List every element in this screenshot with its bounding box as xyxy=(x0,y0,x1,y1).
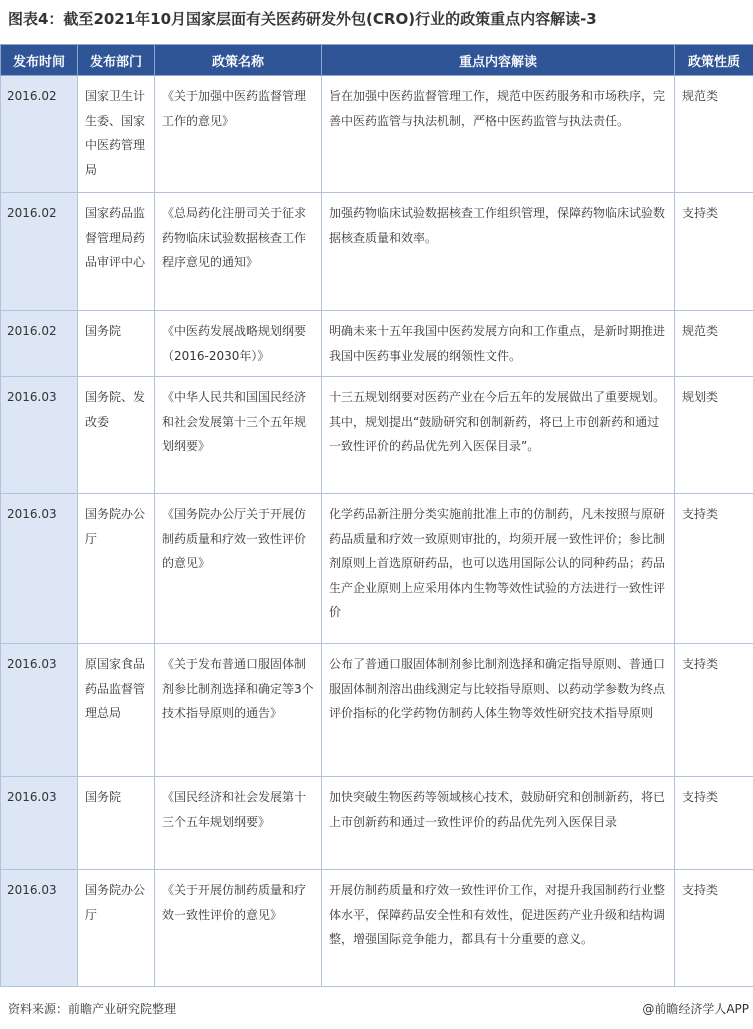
source-note: 资料来源：前瞻产业研究院整理 xyxy=(8,1002,177,1016)
cell-policy-name: 《关于开展仿制药质量和疗效一致性评价的意见》 xyxy=(155,870,322,987)
header-name: 政策名称 xyxy=(155,45,322,76)
cell-date: 2016.03 xyxy=(1,377,78,494)
cell-dept: 原国家食品药品监督管理总局 xyxy=(78,644,155,777)
cell-policy-name: 《中华人民共和国国民经济和社会发展第十三个五年规划纲要》 xyxy=(155,377,322,494)
cell-dept: 国家药品监督管理局药品审评中心 xyxy=(78,193,155,311)
cell-dept: 国家卫生计生委、国家中医药管理局 xyxy=(78,76,155,193)
cell-date: 2016.03 xyxy=(1,870,78,987)
cell-date: 2016.02 xyxy=(1,193,78,311)
cell-type: 支持类 xyxy=(675,870,753,987)
cell-date: 2016.02 xyxy=(1,311,78,377)
cell-dept: 国务院、发改委 xyxy=(78,377,155,494)
cell-content: 开展仿制药质量和疗效一致性评价工作，对提升我国制药行业整体水平，保障药品安全性和有效性，促进医药产业升级和结构调整，增强国际竞争能力，都具有十分重要的意义。 xyxy=(322,870,675,987)
cell-policy-name: 《国民经济和社会发展第十三个五年规划纲要》 xyxy=(155,777,322,870)
cell-date: 2016.03 xyxy=(1,644,78,777)
cell-dept: 国务院 xyxy=(78,777,155,870)
header-type: 政策性质 xyxy=(675,45,753,76)
brand-credit: @前瞻经济学人APP xyxy=(642,1002,749,1016)
cell-policy-name: 《关于加强中医药监督管理工作的意见》 xyxy=(155,76,322,193)
cell-policy-name: 《关于发布普通口服固体制剂参比制剂选择和确定等3个技术指导原则的通告》 xyxy=(155,644,322,777)
cell-content: 公布了普通口服固体制剂参比制剂选择和确定指导原则、普通口服固体制剂溶出曲线测定与比较指导原则、以药动学参数为终点评价指标的化学药物仿制药人体生物等效性研究技术指导原则 xyxy=(322,644,675,777)
cell-policy-name: 《国务院办公厅关于开展仿制药质量和疗效一致性评价的意见》 xyxy=(155,494,322,644)
cell-type: 规范类 xyxy=(675,311,753,377)
cell-content: 化学药品新注册分类实施前批准上市的仿制药，凡未按照与原研药品质量和疗效一致原则审批的，均须开展一致性评价；参比制剂原则上首选原研药品，也可以选用国际公认的同种药品；药品生产企业原则上应采用体内生物等效性试验的方法进行一致性评价 xyxy=(322,494,675,644)
cell-type: 支持类 xyxy=(675,644,753,777)
header-dept: 发布部门 xyxy=(78,45,155,76)
cell-dept: 国务院 xyxy=(78,311,155,377)
table-row xyxy=(1,377,753,494)
header-date: 发布时间 xyxy=(1,45,78,76)
policy-table xyxy=(0,44,753,987)
cell-content: 旨在加强中医药监督管理工作，规范中医药服务和市场秩序，完善中医药监管与执法机制，严格中医药监管与执法责任。 xyxy=(322,76,675,193)
table-row xyxy=(1,777,753,870)
cell-dept: 国务院办公厅 xyxy=(78,494,155,644)
cell-content: 加快突破生物医药等领域核心技术，鼓励研究和创制新药，将已上市创新药和通过一致性评价的药品优先列入医保目录 xyxy=(322,777,675,870)
cell-date: 2016.02 xyxy=(1,76,78,193)
cell-date: 2016.03 xyxy=(1,494,78,644)
table-row xyxy=(1,193,753,311)
cell-type: 规划类 xyxy=(675,377,753,494)
cell-content: 加强药物临床试验数据核查工作组织管理，保障药物临床试验数据核查质量和效率。 xyxy=(322,193,675,311)
cell-content: 十三五规划纲要对医药产业在今后五年的发展做出了重要规划。其中，规划提出“鼓励研究和创制新药，将已上市创新药和通过一致性评价的药品优先列入医保目录”。 xyxy=(322,377,675,494)
table-row xyxy=(1,76,753,193)
cell-type: 支持类 xyxy=(675,494,753,644)
cell-content: 明确未来十五年我国中医药发展方向和工作重点，是新时期推进我国中医药事业发展的纲领性文件。 xyxy=(322,311,675,377)
table-row xyxy=(1,870,753,987)
table-row xyxy=(1,644,753,777)
cell-type: 支持类 xyxy=(675,193,753,311)
table-row xyxy=(1,494,753,644)
figure-title: 图表4：截至2021年10月国家层面有关医药研发外包(CRO)行业的政策重点内容解读-3 xyxy=(8,10,597,28)
cell-date: 2016.03 xyxy=(1,777,78,870)
cell-type: 规范类 xyxy=(675,76,753,193)
table-header-row xyxy=(1,45,753,76)
cell-dept: 国务院办公厅 xyxy=(78,870,155,987)
header-content: 重点内容解读 xyxy=(322,45,675,76)
cell-type: 支持类 xyxy=(675,777,753,870)
table-row xyxy=(1,311,753,377)
cell-policy-name: 《总局药化注册司关于征求药物临床试验数据核查工作程序意见的通知》 xyxy=(155,193,322,311)
cell-policy-name: 《中医药发展战略规划纲要（2016-2030年）》 xyxy=(155,311,322,377)
